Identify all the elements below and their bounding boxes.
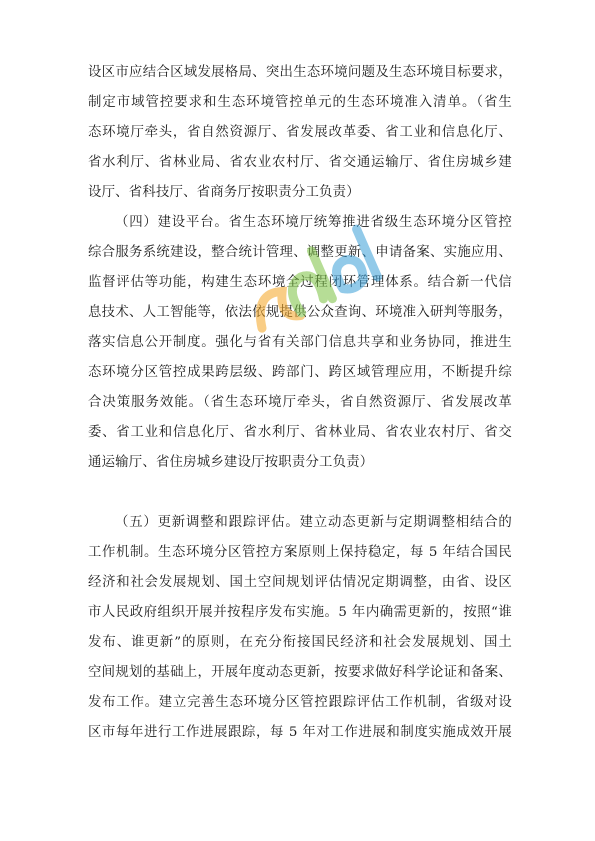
text-line: 空间规划的基础上，开展年度动态更新，按要求做好科学论证和备案、	[88, 665, 512, 680]
text-line: 息技术、人工智能等，依法依规提供公众查询、环境准入研判等服务，	[88, 305, 512, 320]
text-line: 发布工作。建立完善生态环境分区管控跟踪评估工作机制，省级对设	[88, 695, 512, 710]
section-five-heading-line: （五）更新调整和跟踪评估。建立动态更新与定期调整相结合的	[115, 515, 512, 530]
text-line: 制定市域管控要求和生态环境管控单元的生态环境准入清单。（省生	[88, 95, 512, 110]
text-line: 落实信息公开制度。强化与省有关部门信息共享和业务协同，推进生	[88, 335, 512, 350]
paragraph-section-four	[88, 208, 512, 478]
text-line: 委、省工业和信息化厅、省水利厅、省林业局、省农业农村厅、省交	[88, 425, 512, 440]
text-line: 通运输厅、省住房城乡建设厅按职责分工负责）	[88, 455, 374, 470]
section-four-heading-line: （四）建设平台。省生态环境厅统筹推进省级生态环境分区管控	[115, 215, 512, 230]
text-line: 综合服务系统建设，整合统计管理、调整更新、申请备案、实施应用、	[88, 245, 512, 260]
text-line: 省水利厅、省林业局、省农业农村厅、省交通运输厅、省住房城乡建	[88, 155, 512, 170]
text-line: 经济和社会发展规划、国土空间规划评估情况定期调整，由省、设区	[88, 575, 512, 590]
text-line: 态环境分区管控成果跨层级、跨部门、跨区域管理应用，不断提升综	[88, 365, 512, 380]
text-line: 发布、谁更新”的原则，在充分衔接国民经济和社会发展规划、国土	[88, 635, 512, 650]
text-line: 工作机制。生态环境分区管控方案原则上保持稳定，每 5 年结合国民	[88, 545, 512, 560]
text-line: 区市每年进行工作进展跟踪，每 5 年对工作进展和制度实施成效开展	[88, 725, 512, 740]
text-line: 市人民政府组织开展并按程序发布实施。5 年内确需更新的，按照“谁	[88, 605, 512, 620]
text-line: 设区市应结合区域发展格局、突出生态环境问题及生态环境目标要求，	[88, 65, 512, 80]
paragraph-section-five	[88, 508, 512, 748]
text-line: 态环境厅牵头，省自然资源厅、省发展改革委、省工业和信息化厅、	[88, 125, 512, 140]
paragraph-continuation	[88, 58, 512, 208]
text-line: 监督评估等功能，构建生态环境全过程闭环管理体系。结合新一代信	[88, 275, 512, 290]
text-line: 合决策服务效能。（省生态环境厅牵头，省自然资源厅、省发展改革	[88, 395, 512, 410]
text-line: 设厅、省科技厅、省商务厅按职责分工负责）	[88, 185, 360, 200]
